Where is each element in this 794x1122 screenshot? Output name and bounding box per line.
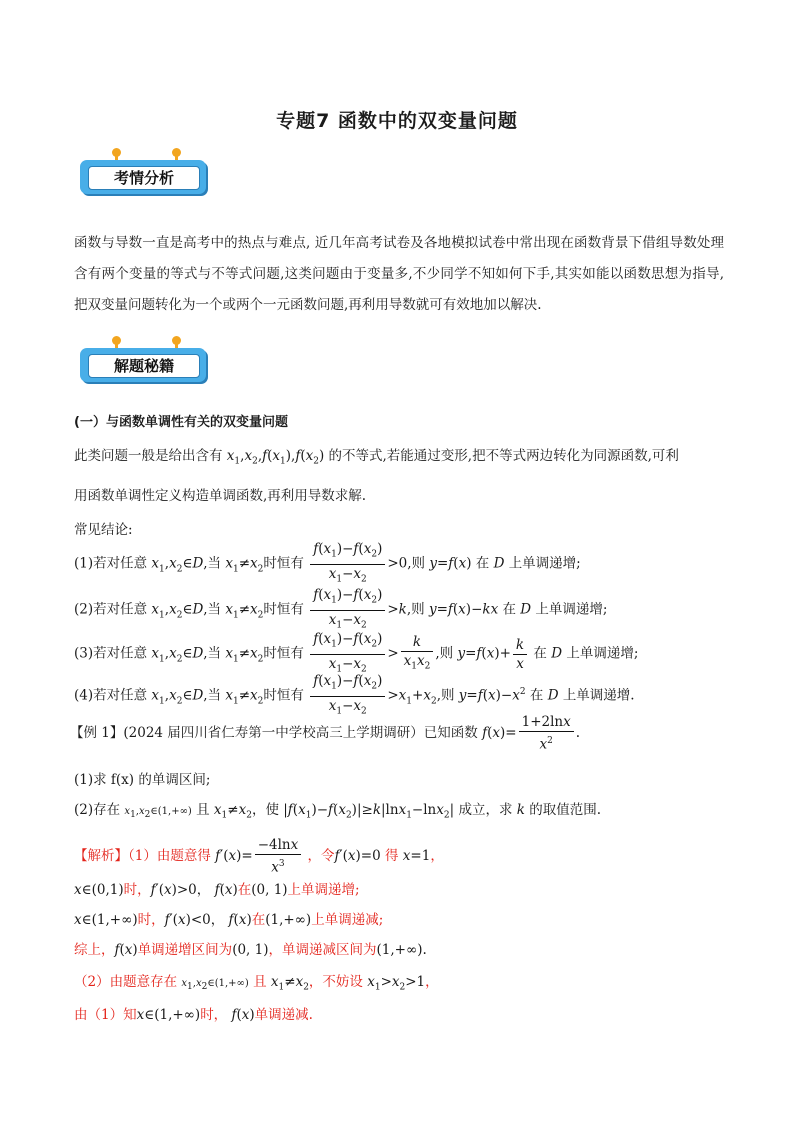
badge-label: 解题秘籍 bbox=[88, 354, 200, 378]
rule-4: (4)若对任意 $x_1,x_2\in D$,当 $x_1\ne x_2$时恒有 $\frac{f(x_1)-f(x_2)}{x_1-x_2}$ $>x_1+x_2$,则 $y=f(x)-x^2$ 在 D 上单调递增. bbox=[74, 673, 635, 717]
common-label: 常见结论: bbox=[74, 522, 133, 538]
solution-line-5: （2）由题意存在 $x_1,x_2\in(1,+\infty)$ 且 $x_1\ne x_2$，不妨设 $x_1>x_2>1$， bbox=[74, 974, 439, 993]
question-1: (1)求 f(x) 的单调区间; bbox=[74, 772, 211, 788]
solution-line-4: 综上，f(x)单调递增区间为(0, 1)，单调递减区间为(1,+∞). bbox=[74, 942, 427, 958]
paragraph-line: 此类问题一般是给出含有 $x_1,x_2,f(x_1),f(x_2)$ 的不等式,若能通过变形,把不等式两边转化为同源函数,可利 bbox=[74, 448, 679, 467]
rule-2: (2)若对任意 $x_1,x_2\in D$,当 $x_1\ne x_2$时恒有 $\frac{f(x_1)-f(x_2)}{x_1-x_2}$ >k,则 y=f(x)−kx 在 D 上单调递增; bbox=[74, 587, 608, 631]
question-2: (2)存在 $x_1,x_2\in(1,+\infty)$ 且 $x_1\ne x_2$，使 $|f(x_1)-f(x_2)|\ge k|\ln x_1-\ln x_2|$ 成立，求 k 的取值范围. bbox=[74, 802, 602, 821]
solution-line-6: 由（1）知x∈(1,+∞)时， f(x)单调递减. bbox=[74, 1007, 313, 1023]
solution-line-2: x∈(0,1)时，f′(x)>0， f(x)在(0, 1)上单调递增; bbox=[74, 882, 360, 898]
badge-label: 考情分析 bbox=[88, 166, 200, 190]
rule-3: (3)若对任意 $x_1,x_2\in D$,当 $x_1\ne x_2$时恒有 $\frac{f(x_1)-f(x_2)}{x_1-x_2}$ > $\frac{k}{x_1x_2}$ ,则 y=f(x)+ $\frac{k}{x}$ 在 D 上单调递增; bbox=[74, 631, 639, 675]
section-heading: (一）与函数单调性有关的双变量问题 bbox=[74, 415, 288, 430]
section-badge-analysis bbox=[80, 150, 210, 188]
solution-line-1: 【解析】（1）由题意得 f′(x)= $\frac{-4\ln x}{x^3}$ ，令f′(x)=0 得 x=1， bbox=[74, 837, 444, 876]
example-1: 【例 1】(2024 届四川省仁寿第一中学校高三上学期调研）已知函数 f(x)= $\frac{1+2\ln x}{x^2}$ . bbox=[70, 714, 581, 753]
paragraph-line: 用函数单调性定义构造单调函数,再利用导数求解. bbox=[74, 488, 367, 504]
intro-paragraph: 函数与导数一直是高考中的热点与难点, 近几年高考试卷及各地模拟试卷中常出现在函数背景下借组导数处理含有两个变量的等式与不等式问题,这类问题由于变量多,不少同学不知如何下手,其实如能以函数思想为指导,把双变量问题转化为一个或两个一元函数问题,再利用导数就可有效地加以解决. bbox=[74, 235, 724, 313]
section-badge-methods bbox=[80, 338, 210, 376]
rule-1: (1)若对任意 $x_1,x_2\in D$,当 $x_1\ne x_2$时恒有 $\frac{f(x_1)-f(x_2)}{x_1-x_2}$ >0,则 y=f(x) 在 D 上单调递增; bbox=[74, 541, 581, 585]
page-title: 专题7 函数中的双变量问题 bbox=[276, 110, 518, 132]
solution-line-3: x∈(1,+∞)时，f′(x)<0， f(x)在(1,+∞)上单调递减; bbox=[74, 912, 384, 928]
